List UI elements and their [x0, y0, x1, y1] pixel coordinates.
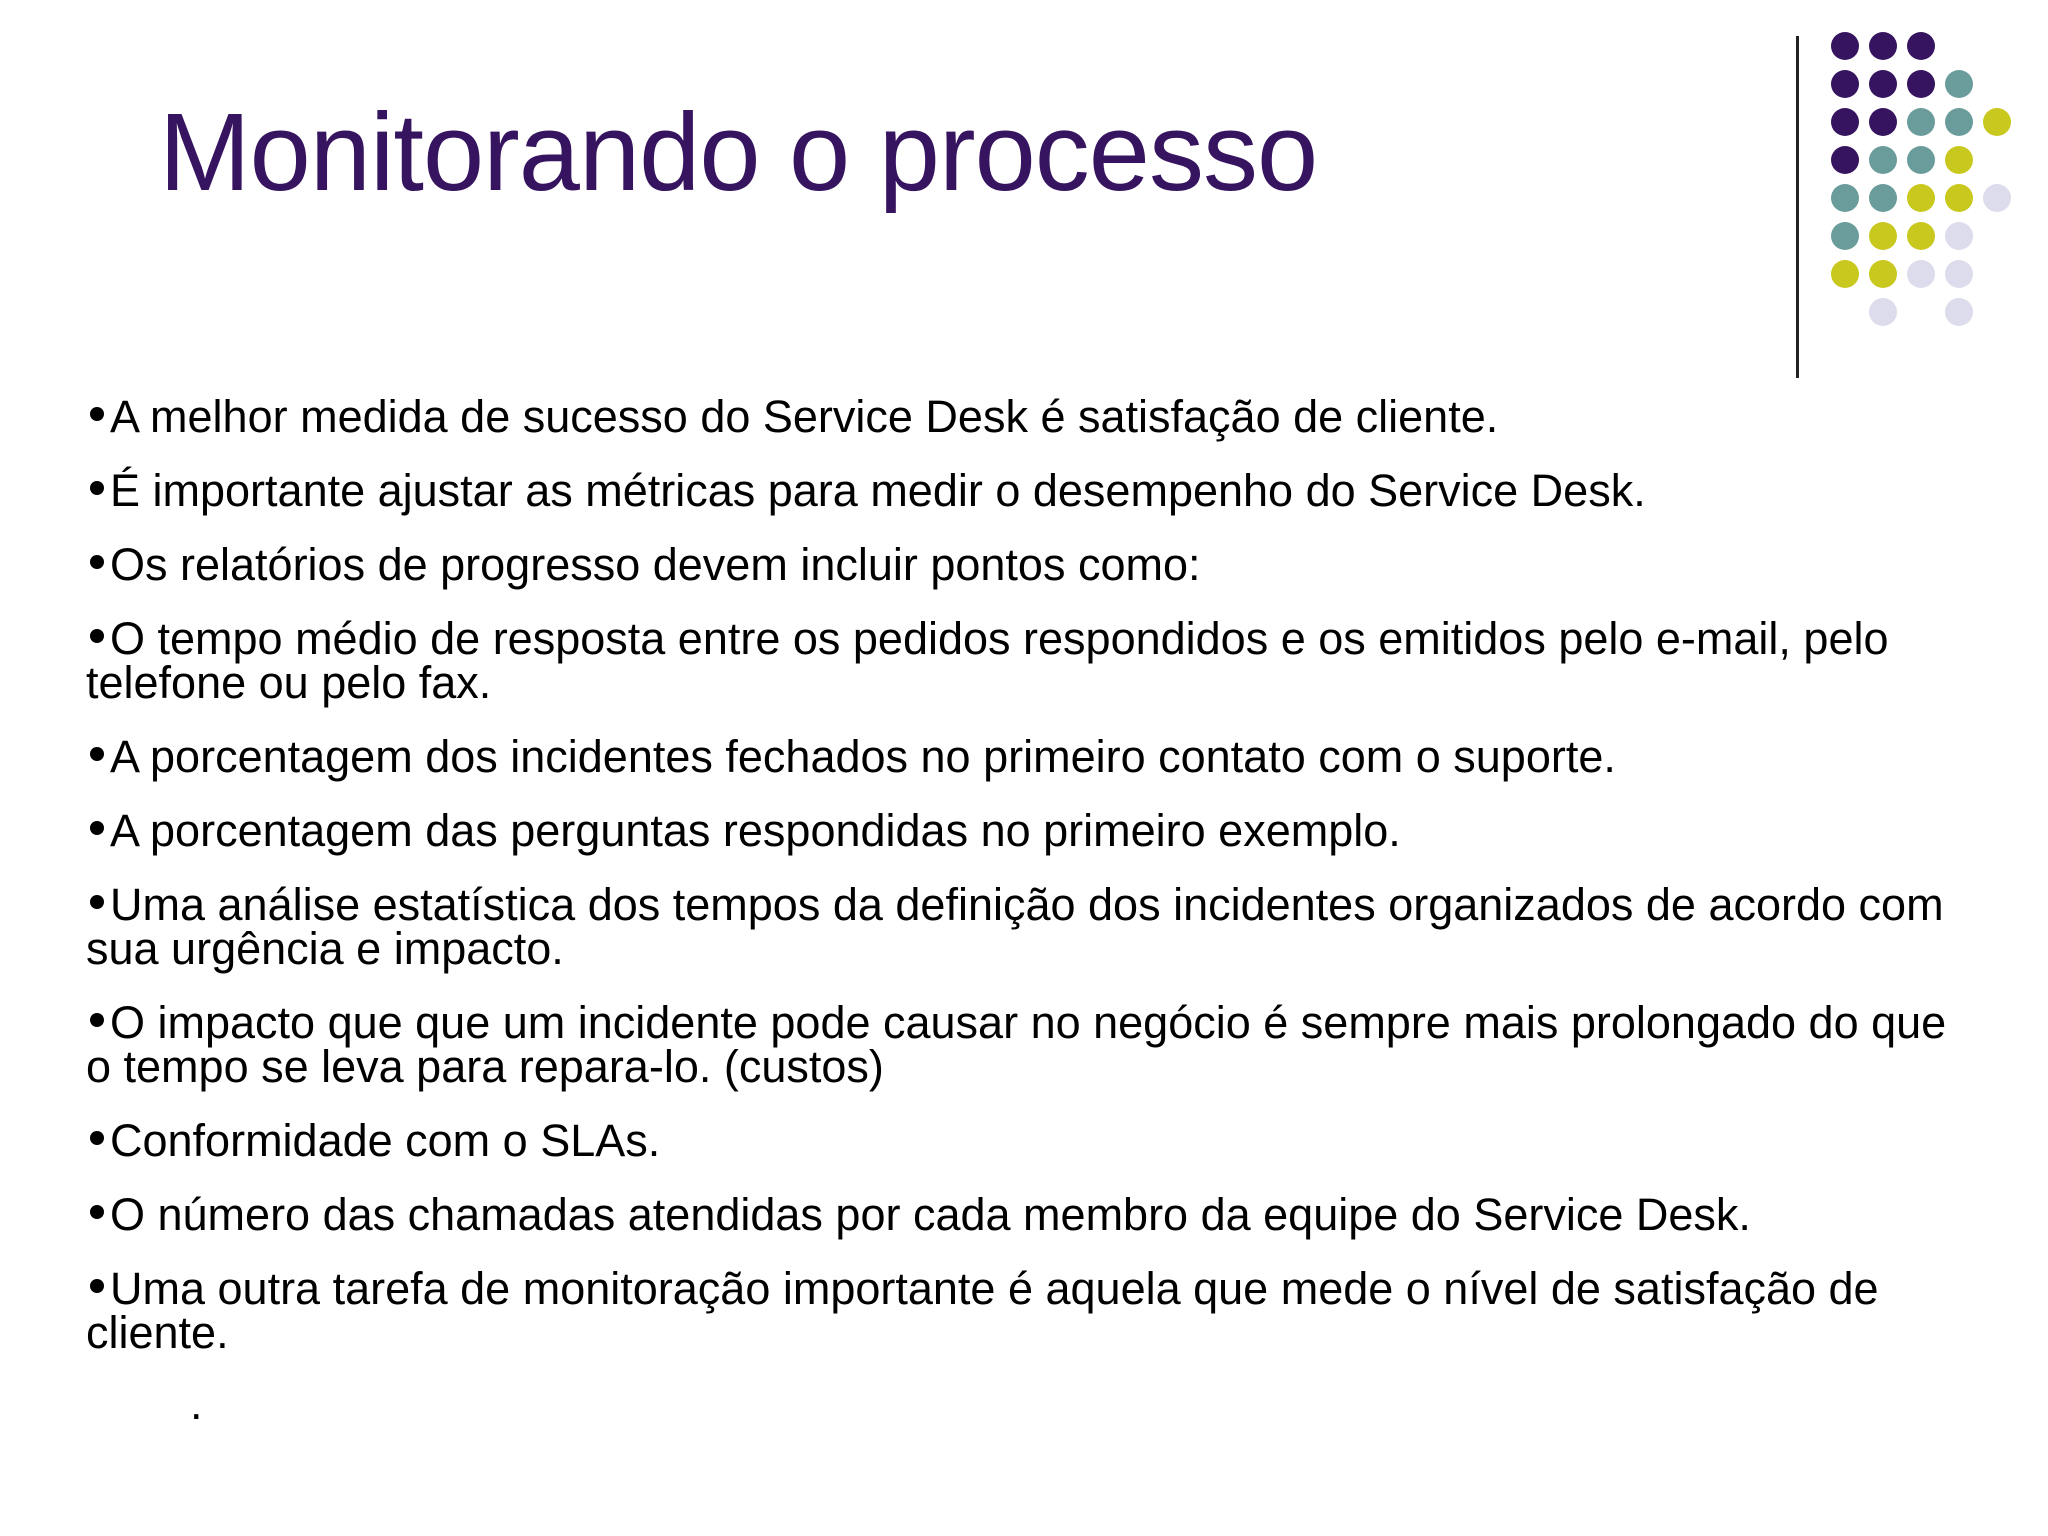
- decorative-dot-purple: [1869, 32, 1897, 60]
- decorative-dot-purple: [1831, 32, 1859, 60]
- bullet-text: A porcentagem das perguntas respondidas no primeiro exemplo.: [110, 805, 1401, 856]
- bullet-text: O tempo médio de resposta entre os pedidos respondidos e os emitidos pelo e-mail, pelo telefone ou pelo fax.: [86, 613, 1889, 708]
- bullet-text: É importante ajustar as métricas para medir o desempenho do Service Desk.: [110, 465, 1646, 516]
- bullet-text: A melhor medida de sucesso do Service Desk é satisfação de cliente.: [110, 391, 1499, 442]
- bullet-item: [86, 613, 1966, 708]
- decorative-dot-lavender: [1945, 260, 1973, 288]
- decorative-dot-yellow: [1945, 184, 1973, 212]
- decorative-dot-yellow: [1869, 260, 1897, 288]
- decorative-dot-teal: [1945, 70, 1973, 98]
- bullet-dot-icon: [90, 895, 104, 909]
- decorative-dot-purple: [1831, 108, 1859, 136]
- bullet-dot-icon: [90, 747, 104, 761]
- bullet-dot-icon: [90, 1013, 104, 1027]
- decorative-dot-purple: [1907, 32, 1935, 60]
- bullet-dot-icon: [90, 407, 104, 421]
- decorative-dot-teal: [1869, 146, 1897, 174]
- decorative-dot-lavender: [1983, 184, 2011, 212]
- decorative-dot-yellow: [1831, 260, 1859, 288]
- decorative-dot-teal: [1945, 108, 1973, 136]
- decorative-dot-lavender: [1945, 222, 1973, 250]
- decorative-dot-teal: [1869, 184, 1897, 212]
- bullet-text: O impacto que que um incidente pode causar no negócio é sempre mais prolongado do que o tempo se leva para repara-lo. (custos): [86, 997, 1947, 1092]
- decorative-dot-lavender: [1945, 298, 1973, 326]
- decorative-dot-purple: [1831, 70, 1859, 98]
- decorative-dot-purple: [1869, 108, 1897, 136]
- bullet-dot-icon: [90, 1205, 104, 1219]
- bullet-item: [86, 1115, 1966, 1166]
- bullet-item: [86, 1189, 1966, 1240]
- bullet-item: [86, 731, 1966, 782]
- decorative-dot-grid: [0, 0, 2048, 400]
- decorative-dot-yellow: [1907, 222, 1935, 250]
- bullet-text: A porcentagem dos incidentes fechados no primeiro contato com o suporte.: [110, 731, 1616, 782]
- bullet-item: [86, 465, 1966, 516]
- decorative-dot-teal: [1831, 184, 1859, 212]
- decorative-dot-teal: [1831, 222, 1859, 250]
- bullet-item: [86, 997, 1966, 1092]
- decorative-dot-lavender: [1907, 260, 1935, 288]
- bullet-text: Uma outra tarefa de monitoração importante é aquela que mede o nível de satisfação de cliente.: [86, 1263, 1879, 1358]
- decorative-dot-yellow: [1945, 146, 1973, 174]
- decorative-dot-teal: [1907, 108, 1935, 136]
- decorative-dot-lavender: [1869, 298, 1897, 326]
- bullet-dot-icon: [90, 481, 104, 495]
- bullet-text: Uma análise estatística dos tempos da definição dos incidentes organizados de acordo com sua urgência e impacto.: [86, 879, 1944, 974]
- bullet-dot-icon: [90, 629, 104, 643]
- trailing-text: .: [190, 1378, 203, 1429]
- decorative-dot-purple: [1831, 146, 1859, 174]
- bullet-item: [86, 805, 1966, 856]
- decorative-dot-yellow: [1907, 184, 1935, 212]
- decorative-dot-purple: [1869, 70, 1897, 98]
- bullet-dot-icon: [90, 1279, 104, 1293]
- bullet-dot-icon: [90, 821, 104, 835]
- bullet-text: Conformidade com o SLAs.: [110, 1115, 661, 1166]
- slide-title: Monitorando o processo: [159, 91, 1318, 214]
- decorative-dot-yellow: [1983, 108, 2011, 136]
- bullet-text: Os relatórios de progresso devem incluir pontos como:: [110, 539, 1201, 590]
- bullet-list: [86, 391, 1966, 1385]
- decorative-dot-teal: [1907, 146, 1935, 174]
- bullet-dot-icon: [90, 1131, 104, 1145]
- bullet-item: [86, 1263, 1966, 1358]
- bullet-item: [86, 391, 1966, 442]
- decorative-dot-purple: [1907, 70, 1935, 98]
- decorative-dot-yellow: [1869, 222, 1897, 250]
- bullet-text: O número das chamadas atendidas por cada membro da equipe do Service Desk.: [110, 1189, 1751, 1240]
- bullet-item: [86, 879, 1966, 974]
- bullet-item: [86, 539, 1966, 590]
- bullet-dot-icon: [90, 555, 104, 569]
